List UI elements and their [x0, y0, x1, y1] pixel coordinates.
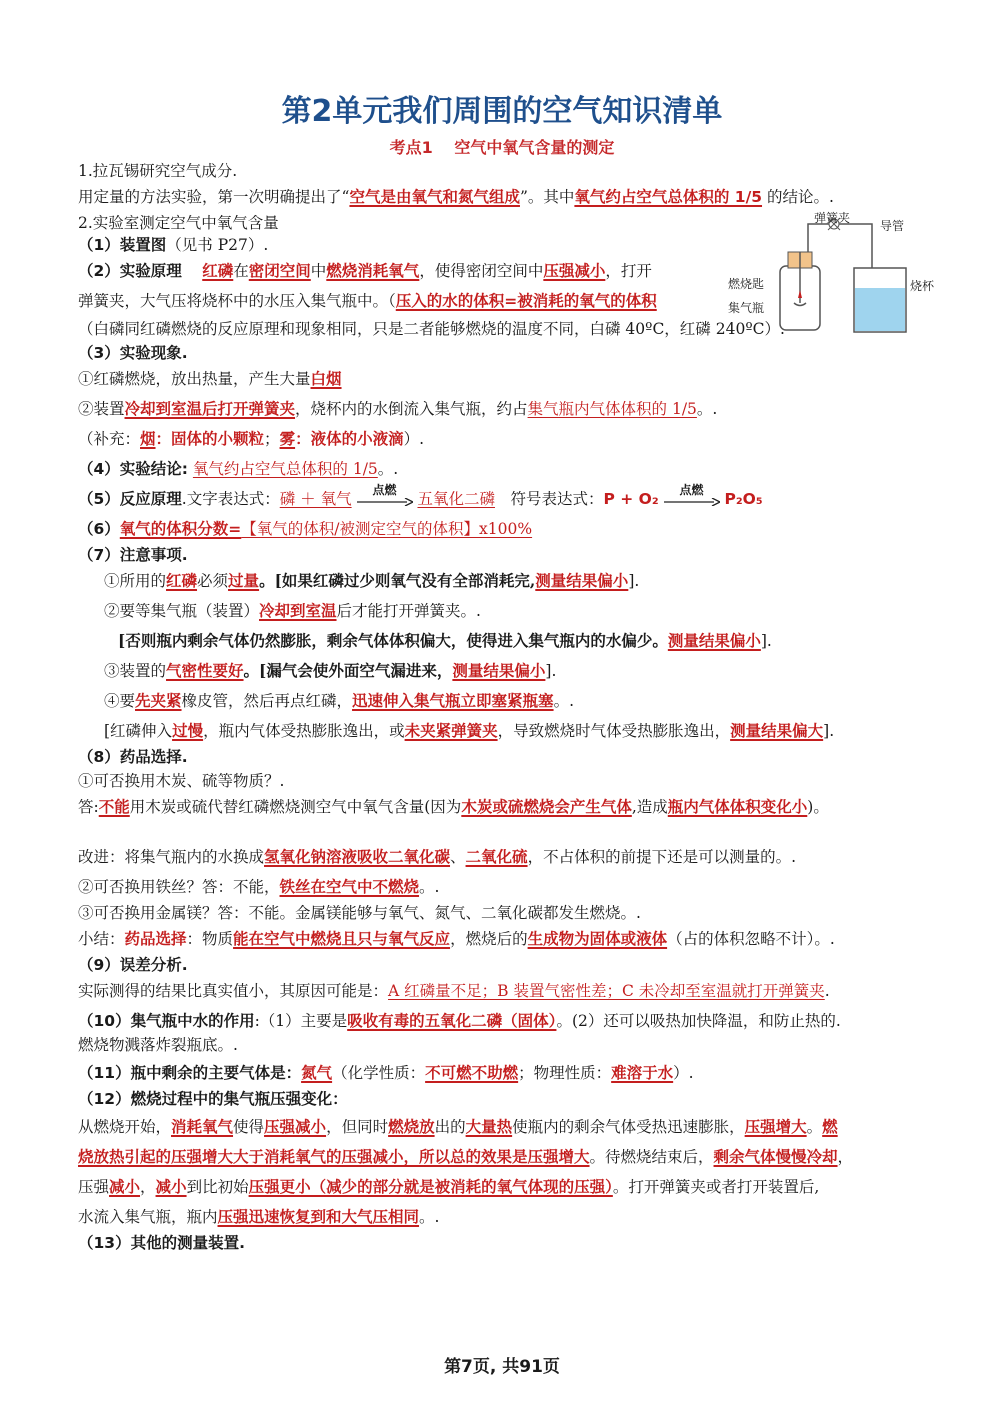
item10: （10）集气瓶中水的作用:（1）主要是吸收有毒的五氧化二磷（固体）。(2）还可以吸热加快降温，和防止热的. [78, 1012, 841, 1030]
question2: ②可否换用铁丝？答：不能，铁丝在空气中不燃烧。. [78, 878, 440, 896]
s1-paragraph: 用定量的方法实验，第一次明确提出了“空气是由氧气和氮气组成”。其中氧气约占空气总体积的 1/5 的结论。. [78, 188, 834, 206]
item3-a: ①红磷燃烧，放出热量，产生大量白烟 [78, 370, 342, 388]
note2-detail: [否则瓶内剩余气体仍然膨胀，剩余气体体积偏大，使得进入集气瓶内的水偏少。测量结果偏小]. [118, 631, 772, 650]
item1: （1）装置图（见书 P27）. [78, 236, 269, 254]
s2-heading: 2.实验室测定空气中氧气含量 [78, 214, 279, 232]
note4-detail: [红磷伸入过慢，瓶内气体受热膨胀逸出，或未夹紧弹簧夹，导致燃烧时气体受热膨胀逸出，测量结果偏大]. [104, 722, 835, 740]
item2-line2: 弹簧夹，大气压将烧杯中的水压入集气瓶中。（压入的水的体积=被消耗的氧气的体积 [78, 292, 657, 310]
label-tube: 导管 [880, 219, 905, 233]
item6: （6）氧气的体积分数=【氧气的体积/被测定空气的体积】x100% [78, 520, 533, 538]
page-footer: 第7页, 共91页 [444, 1357, 560, 1377]
question3: ③可否换用金属镁？答：不能。金属镁能够与氧气、氮气、二氧化碳都发生燃烧。. [78, 904, 641, 922]
item8-heading: （8）药品选择. [78, 748, 188, 766]
item12-line3: 压强减小，减小到比初始压强更小（减少的部分就是被消耗的氧气体现的压强）。打开弹簧夹或者打开装置后, [78, 1178, 820, 1196]
item12-heading: （12）燃烧过程中的集气瓶压强变化： [78, 1090, 348, 1108]
item9-heading: （9）误差分析. [78, 956, 188, 974]
supplement: （补充：烟：固体的小颗粒；雾：液体的小液滴）. [78, 430, 425, 448]
page-title: 第2单元我们周围的空气知识清单 [281, 94, 723, 129]
question1: ①可否换用木炭、硫等物质？. [78, 772, 285, 790]
label-clamp: 弹簧夹 [814, 211, 851, 225]
error-analysis: 实际测得的结果比真实值小，其原因可能是：A 红磷量不足；B 装置气密性差；C 未冷却至室温就打开弹簧夹. [78, 982, 830, 1000]
answer1: 答:不能用木炭或硫代替红磷燃烧测空气中氧气含量(因为木炭或硫燃烧会产生气体,造成瓶内气体体积变化小)。 [78, 798, 829, 816]
reaction-arrow: 点燃 [357, 489, 413, 511]
label-bottle: 集气瓶 [728, 301, 765, 315]
section-subtitle: 考点1 空气中氧气含量的测定 [389, 138, 615, 157]
item3-b: ②装置冷却到室温后打开弹簧夹，烧杯内的水倒流入集气瓶，约占集气瓶内气体体积的 1/5。. [78, 400, 718, 418]
item4: （4）实验结论: 氧气约占空气总体积的 1/5。. [78, 460, 399, 478]
item13-heading: （13）其他的测量装置. [78, 1234, 245, 1252]
item12-line2: 烧放热引起的压强增大大于消耗氧气的压强减小，所以总的效果是压强增大。待燃烧结束后，剩余气体慢慢冷却， [78, 1148, 854, 1166]
item2: （2）实验原理 红磷在密闭空间中燃烧消耗氧气，使得密闭空间中压强减小，打开 [78, 262, 652, 280]
s1-heading: 1.拉瓦锡研究空气成分. [78, 162, 238, 180]
note1: ①所用的红磷必须过量。[如果红磷过少则氧气没有全部消耗完,测量结果偏小]. [104, 571, 640, 590]
item11: （11）瓶中剩余的主要气体是：氮气（化学性质：不可燃不助燃；物理性质：难溶于水）. [78, 1064, 694, 1082]
improvement: 改进：将集气瓶内的水换成氢氧化钠溶液吸收二氧化碳、二氧化硫，不占体积的前提下还是可以测量的。. [78, 848, 796, 866]
item10-line2: 燃烧物溅落炸裂瓶底。. [78, 1036, 238, 1054]
note2: ②要等集气瓶（装置）冷却到室温后才能打开弹簧夹。. [104, 602, 481, 620]
item12-line1: 从燃烧开始，消耗氧气使得压强减小，但同时燃烧放出的大量热使瓶内的剩余气体受热迅速膨胀，压强增大。燃 [78, 1118, 838, 1136]
note4: ④要先夹紧橡皮管，然后再点红磷，迅速伸入集气瓶立即塞紧瓶塞。. [104, 692, 574, 710]
item3-heading: （3）实验现象. [78, 344, 188, 362]
item2-note: （白磷同红磷燃烧的反应原理和现象相同，只是二者能够燃烧的温度不同，白磷 40ºC，红磷 240ºC）. [78, 320, 785, 338]
apparatus-diagram [722, 208, 952, 336]
note3: ③装置的气密性要好。[漏气会使外面空气漏进来，测量结果偏小]. [104, 661, 557, 680]
summary: 小结：药品选择：物质能在空气中燃烧且只与氧气反应，燃烧后的生成物为固体或液体（占的体积忽略不计）。. [78, 930, 835, 948]
item5: （5）反应原理.文字表达式：磷 ＋ 氧气 点燃 五氧化二磷 符号表达式：P + O₂ 点燃 P₂O₅ [78, 488, 763, 511]
item7-heading: （7）注意事项. [78, 546, 188, 564]
label-beaker: 烧杯 [910, 279, 935, 293]
item12-line4: 水流入集气瓶，瓶内压强迅速恢复到和大气压相同。. [78, 1208, 440, 1226]
label-spoon: 燃烧匙 [728, 277, 765, 291]
formula-arrow: 点燃 [664, 489, 720, 511]
